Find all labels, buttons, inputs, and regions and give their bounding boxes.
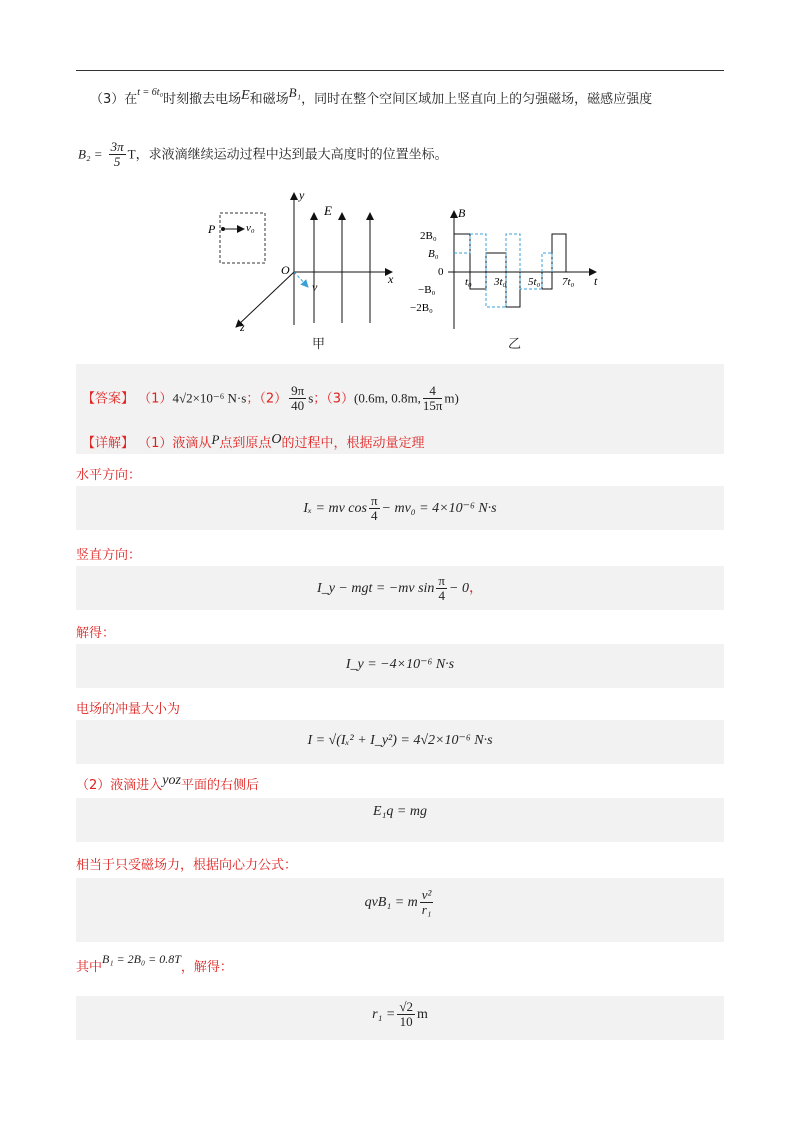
- where-pre: 其中: [76, 960, 103, 975]
- label-3t0: 3t₀: [494, 276, 507, 288]
- q3-B1: B₁: [288, 85, 302, 100]
- eq-iy-fden: 4: [438, 588, 445, 604]
- where-line: [76, 952, 233, 975]
- eq-e1q: E₁q = mg: [373, 804, 427, 819]
- dashed-region: [220, 213, 265, 263]
- answer-1: 4√2×10⁻⁶ N·s: [172, 390, 247, 406]
- top-rule: [76, 70, 724, 71]
- eq-iy-rhs: − 0: [449, 581, 469, 597]
- part2-yoz: yoz: [162, 773, 181, 788]
- b-solid-waveform: [454, 234, 578, 307]
- eq-qvb-box: [76, 878, 724, 942]
- solve-label: 解得：: [76, 626, 116, 641]
- eq-qvb-den: r₁: [421, 902, 432, 918]
- eq-iy: [76, 574, 724, 604]
- label-zero: 0: [438, 266, 444, 278]
- eq-ix-box: [76, 486, 724, 530]
- eq-iy-lhs: I_y − mgt = −mv sin: [317, 581, 435, 597]
- eq-r1-frac: [397, 1000, 415, 1030]
- label-x: x: [388, 272, 394, 286]
- detail-intro-box: [76, 418, 724, 454]
- label-2B0: 2B₀: [420, 230, 437, 242]
- eq-ix-lhs: Iₓ = mv cos: [303, 501, 367, 517]
- where-post: ，解得：: [180, 960, 233, 975]
- answer-3-pre: (0.6m, 0.8m,: [354, 390, 421, 406]
- label-B0: B₀: [428, 248, 439, 260]
- label-y: y: [299, 188, 305, 202]
- eq-r1-den: 10: [399, 1014, 413, 1030]
- q3-b2-frac: [109, 140, 126, 170]
- part2-label: [76, 774, 259, 794]
- label-B: B: [458, 206, 466, 220]
- eq-qvb-num: v²: [421, 887, 432, 902]
- eq-iy-fnum: π: [438, 573, 445, 588]
- v-arrow: [294, 272, 308, 287]
- eq-iy-comma: ，: [468, 581, 483, 597]
- eq-iy2-box: [76, 644, 724, 688]
- answer-2-frac: [289, 384, 306, 414]
- answer-2-num: 9π: [291, 383, 305, 398]
- answer-sep2: ；（3）: [313, 391, 355, 407]
- eq-ix-rhs: − mv₀ = 4×10⁻⁶ N·s: [381, 501, 497, 517]
- z-axis: [236, 272, 294, 327]
- q3-time: t = 6t₀: [137, 87, 164, 98]
- answer-3-post: m): [444, 390, 459, 406]
- eq-ix-fnum: π: [370, 493, 378, 508]
- q3-line2: ，求液滴继续运动过程中达到最大高度时的位置坐标。: [135, 147, 448, 163]
- q3-b2-unit: T: [127, 146, 136, 162]
- eq-r1-unit: m: [417, 1007, 428, 1023]
- figure-b: [408, 205, 608, 335]
- eq-r1-lhs: r₁ =: [372, 1007, 396, 1023]
- impulse-label: 电场的冲量大小为: [76, 702, 181, 717]
- eq-i: I = √(Iₓ² + I_y²) = 4√2×10⁻⁶ N·s: [307, 733, 493, 748]
- detail-intro-mid: 点到原点: [219, 436, 272, 451]
- eq-r1-num: √2: [399, 999, 413, 1014]
- label-t0: t₀: [465, 276, 472, 288]
- figure-b-caption: 乙: [508, 337, 522, 352]
- vertical-label: 竖直方向：: [76, 548, 142, 563]
- part2-pre: （2）液滴进入: [76, 778, 163, 793]
- horizontal-label: 水平方向：: [76, 468, 142, 483]
- detail-intro-pre: （1）液滴从: [138, 436, 212, 451]
- answer-box: [76, 364, 724, 418]
- detail-intro-post: 的过程中，根据动量定理: [281, 436, 425, 451]
- label-O: O: [281, 263, 290, 277]
- q3-prefix: （3）在: [90, 92, 138, 107]
- detail-label: 【详解】: [82, 436, 135, 451]
- label-P: P: [208, 222, 216, 236]
- q3-mid2: 和磁场: [249, 92, 289, 107]
- answer-sep1: ；（2）: [246, 391, 288, 407]
- label-7t0: 7t₀: [562, 276, 575, 288]
- label-v: v: [312, 280, 318, 294]
- answer-3-frac: [423, 384, 443, 414]
- where-eq: B₁ = 2B₀ = 0.8T: [102, 952, 181, 966]
- eq-r1-box: [76, 996, 724, 1040]
- label-negB0: −B₀: [418, 284, 436, 296]
- eq-qvb: [76, 888, 724, 918]
- eq-i-box: [76, 720, 724, 764]
- detail-intro: [82, 432, 425, 452]
- detail-intro-O: O: [271, 432, 282, 447]
- q3-b2-num: 3π: [110, 139, 124, 154]
- figure-a: [196, 185, 401, 335]
- label-t: t: [594, 274, 598, 288]
- label-5t0: 5t₀: [528, 276, 541, 288]
- answer-3-num: 4: [423, 384, 443, 399]
- eq-iy-frac: [436, 574, 447, 604]
- answer-line: [82, 384, 459, 414]
- q3-suffix: ，同时在整个空间区域加上竖直向上的匀强磁场，磁感应强度: [301, 92, 653, 107]
- eq-ix-frac: [369, 494, 380, 524]
- b-dashed-waveform: [454, 234, 552, 307]
- eq-e1q-box: [76, 798, 724, 842]
- part2-post: 平面的右侧后: [180, 778, 259, 793]
- q3-b2-den: 5: [113, 154, 121, 170]
- label-neg2B0: −2B₀: [410, 302, 433, 314]
- question-line-1: [90, 85, 653, 108]
- q3-b2-lhs: B₂ =: [78, 146, 103, 162]
- eq-iy-box: [76, 566, 724, 610]
- answer-label: 【答案】: [82, 391, 135, 407]
- eq-iy2: I_y = −4×10⁻⁶ N·s: [345, 657, 455, 672]
- label-E: E: [324, 203, 332, 218]
- question-line-2: [78, 140, 448, 170]
- q3-mid1: 时刻撤去电场: [163, 92, 242, 107]
- q3-E: E: [241, 88, 250, 103]
- eq-r1: [76, 1000, 724, 1030]
- answer-p1: （1）: [138, 391, 173, 407]
- label-v0: v₀: [246, 222, 255, 234]
- eq-qvb-lhs: qvB₁ = m: [364, 895, 418, 911]
- figure-a-caption: 甲: [312, 337, 326, 352]
- centripetal-label: 相当于只受磁场力，根据向心力公式：: [76, 858, 298, 873]
- answer-2-den: 40: [291, 398, 305, 414]
- detail-intro-P: P: [211, 432, 220, 447]
- eq-ix-fden: 4: [370, 508, 378, 524]
- answer-3-den: 15π: [422, 398, 443, 414]
- eq-qvb-frac: [420, 888, 434, 918]
- eq-ix: [76, 494, 724, 524]
- answer-2-unit: s: [308, 390, 314, 406]
- label-z: z: [240, 320, 245, 334]
